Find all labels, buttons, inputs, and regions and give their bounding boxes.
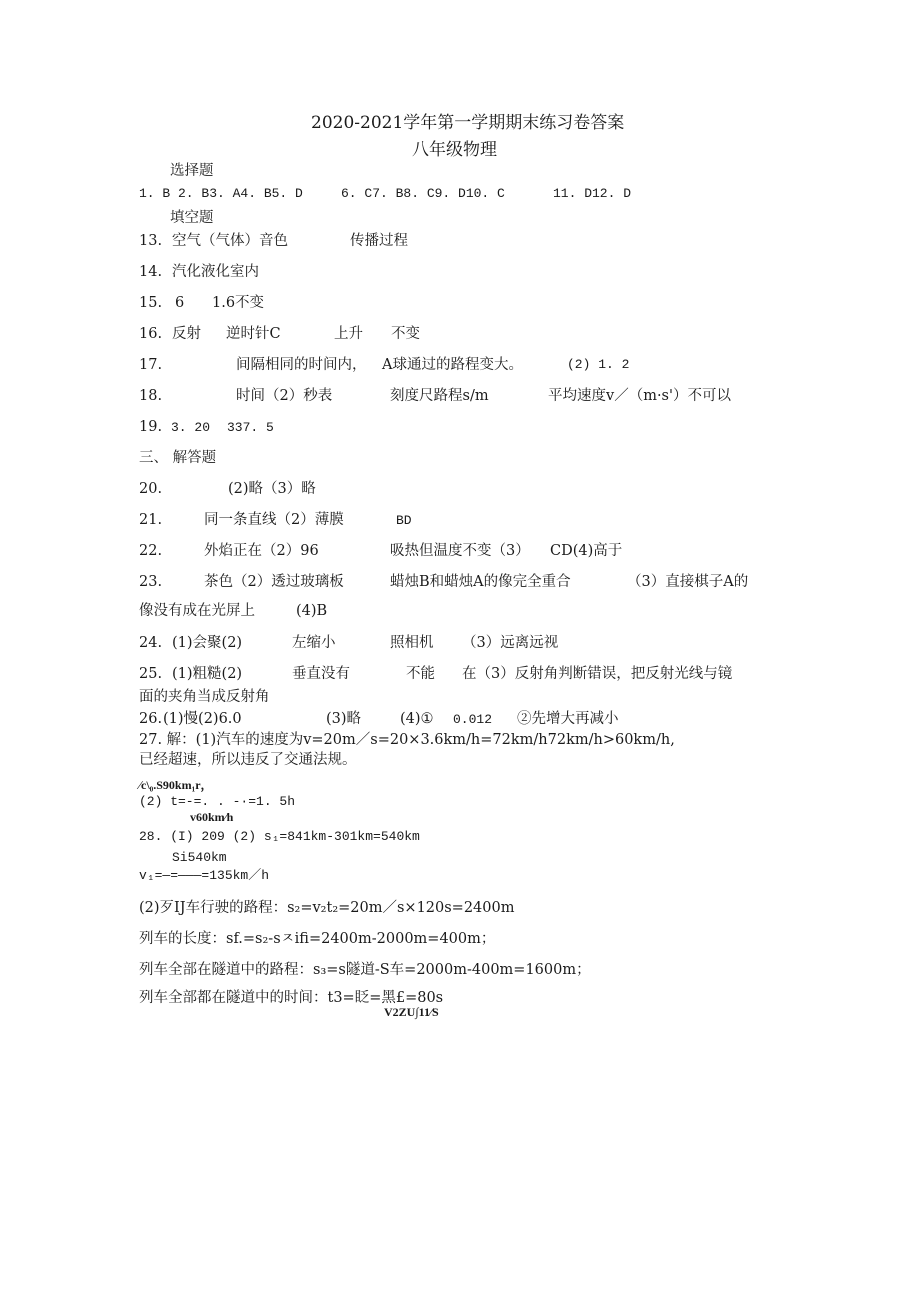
q13-answer-a: 空气（气体）音色 bbox=[172, 233, 288, 249]
q14-answer: 汽化液化室内 bbox=[172, 264, 259, 280]
q22-answer-b: 吸热但温度不变（3） bbox=[390, 543, 530, 559]
page-title: 2020-2021学年第一学期期末练习卷答案 bbox=[311, 113, 625, 133]
page-subtitle: 八年级物理 bbox=[412, 140, 497, 160]
q26-answer-e: ②先增大再减小 bbox=[517, 711, 619, 727]
q27-line-2: 已经超速，所以违反了交通法规。 bbox=[139, 752, 357, 768]
choice-answer-6-10: 6. C7. B8. C9. D10. C bbox=[341, 186, 505, 201]
q20-answer: (2)略（3）略 bbox=[228, 481, 316, 497]
q22-number: 22. bbox=[139, 543, 163, 559]
choice-answer-11-12: 11. D12. D bbox=[553, 186, 632, 201]
choice-answer-1: 1. B bbox=[139, 186, 171, 201]
q16-number: 16. bbox=[139, 326, 163, 342]
q13-answer-b: 传播过程 bbox=[350, 233, 408, 249]
q22-answer-a: 外焰正在（2）96 bbox=[204, 543, 319, 559]
q13-number: 13. bbox=[139, 233, 163, 249]
q17-answer-a: 间隔相同的时间内， bbox=[236, 357, 367, 373]
q24-answer-b: 左缩小 bbox=[292, 635, 336, 651]
q28-line-4: (2)歹IJ车行驶的路程：s₂=v₂t₂=20m／s×120s=2400m bbox=[139, 900, 515, 916]
q28-line-6: 列车全部在隧道中的路程：s₃=s隧道-S车=2000m-400m=1600m； bbox=[139, 962, 591, 978]
q21-answer-a: 同一条直线（2）薄膜 bbox=[204, 512, 344, 528]
q16-answer-c: 上升 bbox=[334, 326, 363, 342]
q21-number: 21. bbox=[139, 512, 163, 528]
q24-number: 24. bbox=[139, 635, 163, 651]
q23-number: 23. bbox=[139, 574, 163, 590]
q21-answer-b: BD bbox=[396, 513, 412, 528]
q24-answer-a: (1)会聚(2) bbox=[172, 635, 243, 651]
q24-answer-d: （3）远离远视 bbox=[462, 635, 559, 651]
q18-answer-b: 刻度尺路程s/m bbox=[390, 388, 489, 404]
q17-answer-c: (2) 1. 2 bbox=[567, 357, 630, 372]
q27-line-3: ∕c\₀.S90km₁r， bbox=[139, 778, 213, 792]
q23-answer-b: 蜡烛B和蜡烛A的像完全重合 bbox=[390, 574, 571, 590]
choice-answer-2-5: 2. B3. A4. B5. D bbox=[178, 186, 303, 201]
q20-number: 20. bbox=[139, 481, 163, 497]
q25-answer-a: (1)粗糙(2) bbox=[172, 666, 243, 682]
q17-number: 17. bbox=[139, 357, 163, 373]
q18-answer-a: 时间（2）秒表 bbox=[236, 388, 333, 404]
q26-answer-a: (1)慢(2)6.0 bbox=[163, 711, 242, 727]
q16-answer-d: 不变 bbox=[391, 326, 420, 342]
section-heading-choice: 选择题 bbox=[170, 163, 214, 179]
q28-line-2: Si540km bbox=[172, 850, 227, 865]
q18-answer-c: 平均速度v／（m·s'）不可以 bbox=[548, 388, 731, 404]
q28-line-5: 列车的长度：sf.=s₂-sㅈifi=2400m-2000m=400m； bbox=[139, 931, 496, 947]
q19-answer-b: 337. 5 bbox=[227, 420, 274, 435]
q23-answer-c: （3）直接棋子A的 bbox=[627, 574, 749, 590]
q15-answer-a: 6 bbox=[175, 295, 185, 311]
section-heading-solve: 三、 解答题 bbox=[139, 450, 217, 466]
q22-answer-c: CD(4)高于 bbox=[550, 543, 623, 559]
q27-line-5: v60km∕h bbox=[190, 810, 234, 824]
q16-answer-a: 反射 bbox=[172, 326, 201, 342]
q26-answer-d: 0.012 bbox=[453, 712, 493, 727]
q15-answer-b: 1.6不变 bbox=[212, 295, 265, 311]
q28-line-8: V2ZU∫11∕S bbox=[384, 1005, 439, 1019]
q28-line-1: 28. (I) 209 (2) s₁=841km-301km=540km bbox=[139, 829, 420, 844]
q19-answer-a: 3. 20 bbox=[171, 420, 211, 435]
q25-answer-c: 不能 bbox=[406, 666, 435, 682]
q16-answer-b: 逆时针C bbox=[226, 326, 281, 342]
q17-answer-b: A球通过的路程变大。 bbox=[382, 357, 523, 373]
q23-answer-d: 像没有成在光屏上 bbox=[139, 603, 255, 619]
q28-line-7: 列车全部都在隧道中的时间：t3=眨=黑£=80s bbox=[139, 990, 444, 1006]
q26-answer-b: (3)略 bbox=[326, 711, 362, 727]
q25-answer-d: 在（3）反射角判断错误，把反射光线与镜 bbox=[462, 666, 733, 682]
q23-answer-e: (4)B bbox=[296, 603, 328, 619]
q25-answer-b: 垂直没有 bbox=[292, 666, 350, 682]
q15-number: 15. bbox=[139, 295, 163, 311]
q26-answer-c: (4)① bbox=[400, 711, 434, 727]
q14-number: 14. bbox=[139, 264, 163, 280]
q24-answer-c: 照相机 bbox=[390, 635, 434, 651]
q25-number: 25. bbox=[139, 666, 163, 682]
q25-answer-e: 面的夹角当成反射角 bbox=[139, 689, 270, 705]
q28-line-3: v₁=—=———=135km／h bbox=[139, 868, 270, 883]
section-heading-fill: 填空题 bbox=[170, 210, 214, 226]
q19-number: 19. bbox=[139, 419, 163, 435]
q27-line-1: 27. 解：(1)汽车的速度为v=20m／s=20×3.6km/h=72km/h72km/h>60km/h, bbox=[139, 732, 675, 748]
q18-number: 18. bbox=[139, 388, 163, 404]
q23-answer-a: 茶色（2）透过玻璃板 bbox=[204, 574, 344, 590]
q26-number: 26. bbox=[139, 711, 163, 727]
q27-line-4: (2) t=-=. . -·=1. 5h bbox=[139, 794, 296, 809]
